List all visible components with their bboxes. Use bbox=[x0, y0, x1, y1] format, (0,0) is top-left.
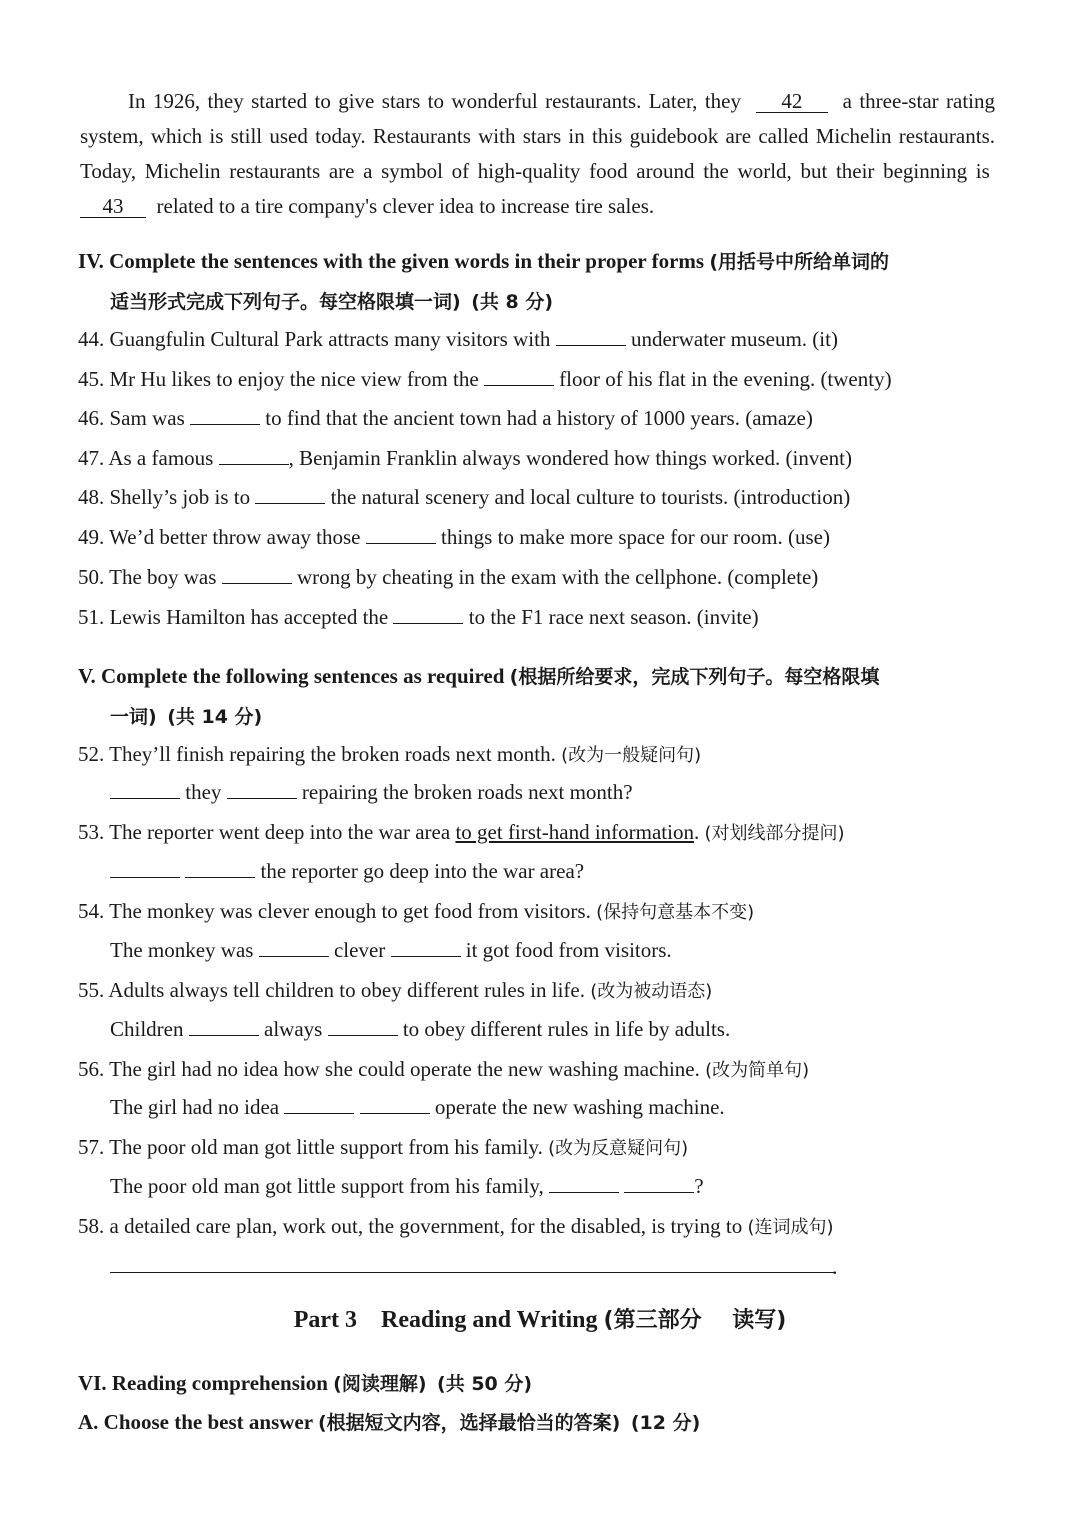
section-a-heading bbox=[78, 1408, 700, 1435]
question-52 bbox=[78, 741, 701, 767]
q57-start: The poor old man got little support from his family, bbox=[110, 1174, 544, 1198]
section-4-title-en: IV. Complete the sentences with the given words in their proper forms bbox=[78, 249, 705, 273]
section-a-score: (12 分) bbox=[630, 1412, 701, 1434]
q55-blank-1[interactable] bbox=[189, 1017, 259, 1036]
q54-blank-1[interactable] bbox=[259, 938, 329, 957]
question-56 bbox=[78, 1056, 809, 1082]
q54-blank-2[interactable] bbox=[391, 938, 461, 957]
q52-requirement: (改为一般疑问句) bbox=[561, 745, 702, 766]
q57-blank-1[interactable] bbox=[549, 1174, 619, 1193]
section-5-heading-line2 bbox=[110, 702, 262, 729]
q47-blank[interactable] bbox=[219, 446, 289, 465]
q45-hint: floor of his flat in the evening. (twenty) bbox=[559, 367, 892, 391]
q55-text: 55. Adults always tell children to obey different rules in life. bbox=[78, 978, 585, 1002]
q45-blank[interactable] bbox=[484, 367, 554, 386]
section-a-title-en: A. Choose the best answer bbox=[78, 1410, 313, 1434]
passage-text-2: a three-star rating system, which is still used today. Restaurants with stars in this guidebook are called Michelin restaurants. Today, Michelin restaurants are a symbol of high-quality food around the world, but their beginning is bbox=[80, 89, 996, 183]
q57-text: 57. The poor old man got little support from his family. bbox=[78, 1135, 543, 1159]
q52-rest: repairing the broken roads next month? bbox=[301, 780, 633, 804]
q52-text: 52. They’ll finish repairing the broken roads next month. bbox=[78, 742, 556, 766]
part-3-heading bbox=[0, 1303, 1080, 1334]
section-4-score: (共 8 分) bbox=[471, 291, 554, 313]
part-3-title-cn: (第三部分 读写) bbox=[603, 1308, 787, 1333]
section-4-title-cn-2: 适当形式完成下列句子。每空格限填一词) bbox=[110, 291, 461, 313]
q49-hint: things to make more space for our room. (use) bbox=[441, 525, 830, 549]
q54-start: The monkey was bbox=[110, 938, 254, 962]
q53-underlined: to get first-hand information bbox=[455, 820, 694, 844]
blank-42[interactable]: 42 bbox=[756, 90, 828, 113]
q55-blank-2[interactable] bbox=[328, 1017, 398, 1036]
q57-question-mark: ? bbox=[694, 1174, 704, 1198]
question-54-answer bbox=[110, 938, 672, 963]
q54-text: 54. The monkey was clever enough to get food from visitors. bbox=[78, 899, 591, 923]
section-4-title-cn-1: (用括号中所给单词的 bbox=[709, 251, 890, 273]
q58-period: . bbox=[832, 1254, 838, 1279]
question-49 bbox=[78, 525, 830, 550]
q44-hint: underwater museum. (it) bbox=[630, 327, 838, 351]
question-57-answer bbox=[110, 1174, 704, 1199]
q57-requirement: (改为反意疑问句) bbox=[548, 1138, 689, 1159]
q58-text: 58. a detailed care plan, work out, the government, for the disabled, is trying to bbox=[78, 1214, 743, 1238]
q55-start: Children bbox=[110, 1017, 184, 1041]
question-54 bbox=[78, 898, 754, 924]
question-58 bbox=[78, 1213, 834, 1239]
q54-word: clever bbox=[333, 938, 386, 962]
q54-requirement: (保持句意基本不变) bbox=[596, 902, 755, 923]
q53-blank-1[interactable] bbox=[110, 859, 180, 878]
q51-blank[interactable] bbox=[393, 605, 463, 624]
question-55 bbox=[78, 977, 712, 1003]
section-5-title-cn-1: (根据所给要求，完成下列句子。每空格限填 bbox=[509, 666, 880, 688]
part-3-title-en: Part 3 Reading and Writing bbox=[293, 1307, 598, 1333]
question-56-answer bbox=[110, 1095, 725, 1120]
question-48 bbox=[78, 485, 850, 510]
q56-blank-2[interactable] bbox=[360, 1095, 430, 1114]
q53-requirement: (对划线部分提问) bbox=[704, 823, 845, 844]
question-53 bbox=[78, 819, 845, 845]
section-6-score: (共 50 分) bbox=[437, 1373, 533, 1395]
q44-text: 44. Guangfulin Cultural Park attracts many visitors with bbox=[78, 327, 551, 351]
question-51 bbox=[78, 605, 759, 630]
q54-rest: it got food from visitors. bbox=[465, 938, 672, 962]
section-a-title-cn: (根据短文内容，选择最恰当的答案) bbox=[317, 1412, 621, 1434]
passage-paragraph bbox=[80, 84, 995, 224]
q52-word-1: they bbox=[185, 780, 222, 804]
q53-blank-2[interactable] bbox=[185, 859, 255, 878]
q58-answer-line[interactable] bbox=[110, 1272, 835, 1273]
section-6-heading bbox=[78, 1369, 532, 1396]
q46-text: 46. Sam was bbox=[78, 406, 185, 430]
section-5-score: (共 14 分) bbox=[167, 706, 263, 728]
q56-start: The girl had no idea bbox=[110, 1095, 280, 1119]
q52-blank-1[interactable] bbox=[110, 780, 180, 799]
question-52-answer bbox=[110, 780, 633, 805]
question-45 bbox=[78, 367, 892, 392]
q47-text: 47. As a famous bbox=[78, 446, 214, 470]
q56-blank-1[interactable] bbox=[284, 1095, 354, 1114]
q49-blank[interactable] bbox=[366, 525, 436, 544]
q48-text: 48. Shelly’s job is to bbox=[78, 485, 251, 509]
q50-hint: wrong by cheating in the exam with the cellphone. (complete) bbox=[296, 565, 819, 589]
question-53-answer bbox=[110, 859, 584, 884]
question-50 bbox=[78, 565, 818, 590]
section-6-title-cn: (阅读理解) bbox=[333, 1373, 427, 1395]
q53-rest: the reporter go deep into the war area? bbox=[260, 859, 585, 883]
q45-text: 45. Mr Hu likes to enjoy the nice view from the bbox=[78, 367, 479, 391]
q50-blank[interactable] bbox=[222, 565, 292, 584]
q52-blank-2[interactable] bbox=[227, 780, 297, 799]
q48-blank[interactable] bbox=[255, 485, 325, 504]
question-55-answer bbox=[110, 1017, 730, 1042]
q55-requirement: (改为被动语态) bbox=[590, 981, 713, 1002]
q48-hint: the natural scenery and local culture to tourists. (introduction) bbox=[330, 485, 851, 509]
q53-period: . bbox=[693, 820, 700, 844]
q51-hint: to the F1 race next season. (invite) bbox=[468, 605, 759, 629]
q46-hint: to find that the ancient town had a history of 1000 years. (amaze) bbox=[265, 406, 813, 430]
section-5-title-cn-2: 一词) bbox=[110, 706, 157, 728]
q56-requirement: (改为简单句) bbox=[705, 1060, 810, 1081]
passage-text-1: In 1926, they started to give stars to wonderful restaurants. Later, they bbox=[128, 89, 741, 113]
q51-text: 51. Lewis Hamilton has accepted the bbox=[78, 605, 389, 629]
q55-word: always bbox=[264, 1017, 323, 1041]
question-44 bbox=[78, 327, 838, 352]
q49-text: 49. We’d better throw away those bbox=[78, 525, 361, 549]
q44-blank[interactable] bbox=[556, 327, 626, 346]
question-46 bbox=[78, 406, 813, 431]
passage-text-3: related to a tire company's clever idea to increase tire sales. bbox=[156, 194, 655, 218]
question-47 bbox=[78, 446, 852, 471]
q46-blank[interactable] bbox=[190, 406, 260, 425]
section-4-heading-line2 bbox=[110, 287, 553, 314]
section-5-heading bbox=[78, 662, 879, 689]
blank-43[interactable]: 43 bbox=[80, 195, 146, 218]
question-57 bbox=[78, 1134, 688, 1160]
section-4-heading bbox=[78, 247, 889, 274]
section-6-title-en: VI. Reading comprehension bbox=[78, 1371, 328, 1395]
section-5-title-en: V. Complete the following sentences as required bbox=[78, 664, 505, 688]
q56-text: 56. The girl had no idea how she could operate the new washing machine. bbox=[78, 1057, 700, 1081]
q55-rest: to obey different rules in life by adults. bbox=[402, 1017, 731, 1041]
q47-hint: , Benjamin Franklin always wondered how things worked. (invent) bbox=[288, 446, 852, 470]
q57-blank-2[interactable] bbox=[624, 1174, 694, 1193]
q50-text: 50. The boy was bbox=[78, 565, 217, 589]
q58-requirement: (连词成句) bbox=[747, 1217, 834, 1238]
q53-text: 53. The reporter went deep into the war area bbox=[78, 820, 451, 844]
q56-rest: operate the new washing machine. bbox=[434, 1095, 725, 1119]
